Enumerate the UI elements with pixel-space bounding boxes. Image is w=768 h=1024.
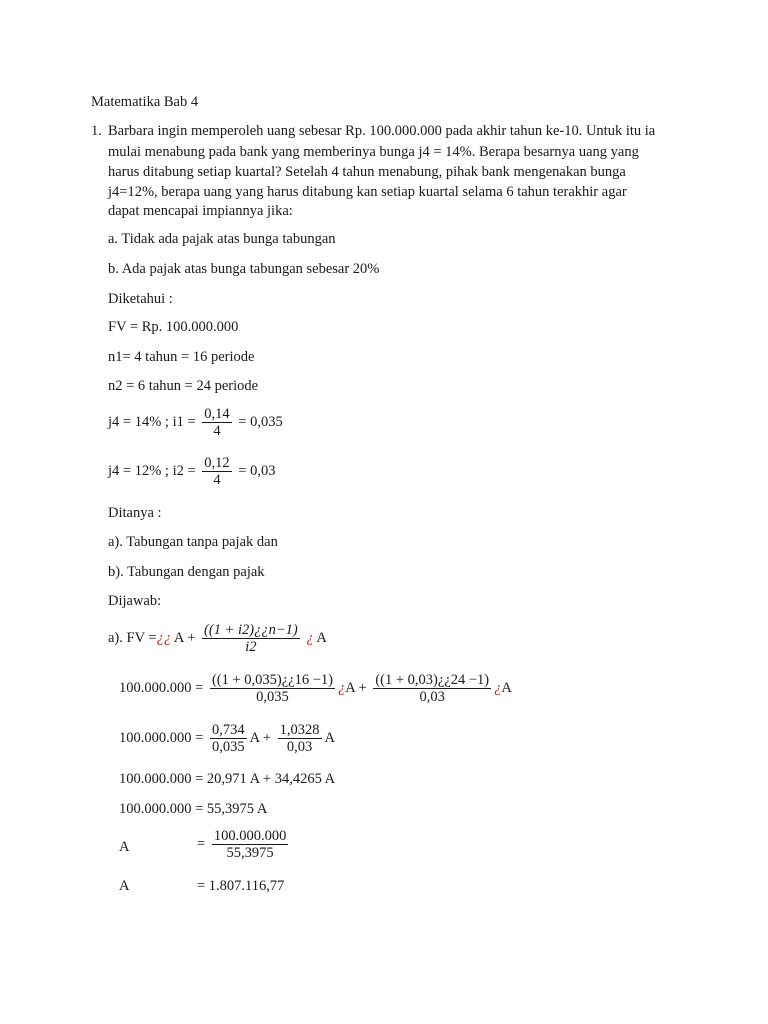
f2-numerator-2: ((1 + 0,03)¿¿24 −1) xyxy=(375,672,490,688)
f2-mid: A + xyxy=(345,679,367,696)
f1-glyph-1: ¿¿ xyxy=(156,629,172,646)
f2-denominator-2: 0,03 xyxy=(419,689,445,705)
i1-left: j4 = 14% ; i1 = xyxy=(108,413,196,430)
i1-numerator: 0,14 xyxy=(204,406,230,422)
known-heading: Diketahui : xyxy=(108,291,173,307)
option-b: b. Ada pajak atas bunga tabungan sebesar 20% xyxy=(108,261,380,277)
i1-denominator: 4 xyxy=(213,423,221,439)
formula-substitution xyxy=(119,672,512,705)
f2-glyph-1: ¿ xyxy=(337,679,346,696)
l6-numerator: 100.000.000 xyxy=(213,828,287,844)
i2-right: = 0,03 xyxy=(238,462,276,479)
known-fv: FV = Rp. 100.000.000 xyxy=(108,319,239,335)
i1-fraction xyxy=(202,406,231,439)
f1-numerator: ((1 + i2)¿¿n−1) xyxy=(204,622,298,638)
f1-tail: A xyxy=(316,629,327,646)
f3-tail: A xyxy=(324,729,336,746)
problem-line-4: j4=12%, berapa uang yang harus ditabung kan setiap kuartal selama 6 tahun terakhir agar xyxy=(108,184,627,200)
f3-mid: A + xyxy=(249,729,272,746)
f3-lead: 100.000.000 = xyxy=(119,729,204,746)
problem-line-1: Barbara ingin memperoleh uang sebesar Rp. 100.000.000 pada akhir tahun ke-10. Untuk itu ia xyxy=(108,123,656,139)
asked-heading: Ditanya : xyxy=(108,505,162,521)
f1-glyph-2: ¿ xyxy=(306,629,314,646)
f3-numerator-1: 0,734 xyxy=(211,722,245,738)
answer-line-7-value: = 1.807.116,77 xyxy=(197,878,285,894)
f3-denominator-2: 0,03 xyxy=(286,739,313,755)
i1-right: = 0,035 xyxy=(238,413,283,430)
problem-line-3: harus ditabung setiap kuartal? Setelah 4 tahun menabung, pihak bank mengenakan bunga xyxy=(108,164,626,180)
known-n2: n2 = 6 tahun = 24 periode xyxy=(108,378,259,394)
problem-line-2: mulai menabung pada bank yang memberinya bunga j4 = 14%. Berapa besarnya uang yang xyxy=(108,144,639,160)
f2-numerator-1: ((1 + 0,035)¿¿16 −1) xyxy=(211,672,333,688)
option-a: a. Tidak ada pajak atas bunga tabungan xyxy=(108,231,336,247)
f3-denominator-1: 0,035 xyxy=(211,739,245,755)
l6-fraction xyxy=(212,828,289,861)
l6-equals: = xyxy=(197,835,206,852)
asked-a: a). Tabungan tanpa pajak dan xyxy=(108,534,278,550)
answer-line-5: 100.000.000 = 55,3975 A xyxy=(119,801,268,817)
answer-line-7-label: A xyxy=(119,878,130,894)
f1-fraction xyxy=(202,622,300,655)
f3-fraction-1 xyxy=(210,722,247,755)
i2-numerator: 0,12 xyxy=(204,455,230,471)
answer-line-4: 100.000.000 = 20,971 A + 34,4265 A xyxy=(119,771,336,787)
f2-denominator-1: 0,035 xyxy=(256,689,289,705)
f1-mid: A + xyxy=(173,629,196,646)
answer-line-6-label: A xyxy=(119,839,130,855)
f2-tail: A xyxy=(501,679,512,696)
i2-fraction xyxy=(202,455,231,488)
f3-numerator-2: 1,0328 xyxy=(279,722,320,738)
formula-simplified xyxy=(119,722,335,755)
problem-line-5: dapat mencapai impiannya jika: xyxy=(108,203,293,219)
formula-fv xyxy=(108,622,327,655)
f2-lead: 100.000.000 = xyxy=(119,679,204,696)
f2-glyph-2: ¿ xyxy=(494,679,502,696)
f2-fraction-1 xyxy=(210,672,335,705)
answer-heading: Dijawab: xyxy=(108,593,162,609)
known-n1: n1= 4 tahun = 16 periode xyxy=(108,349,255,365)
f1-lead: a). FV = xyxy=(108,629,157,646)
document-title: Matematika Bab 4 xyxy=(91,94,199,110)
f1-denominator: i2 xyxy=(245,639,257,655)
problem-number: 1. xyxy=(91,123,102,139)
l6-denominator: 55,3975 xyxy=(226,845,274,861)
f2-fraction-2 xyxy=(373,672,491,705)
answer-line-6 xyxy=(197,828,291,861)
i2-denominator: 4 xyxy=(213,472,221,488)
known-i2 xyxy=(108,455,275,488)
known-i1 xyxy=(108,406,283,439)
f3-fraction-2 xyxy=(278,722,322,755)
asked-b: b). Tabungan dengan pajak xyxy=(108,564,265,580)
i2-left: j4 = 12% ; i2 = xyxy=(108,462,196,479)
